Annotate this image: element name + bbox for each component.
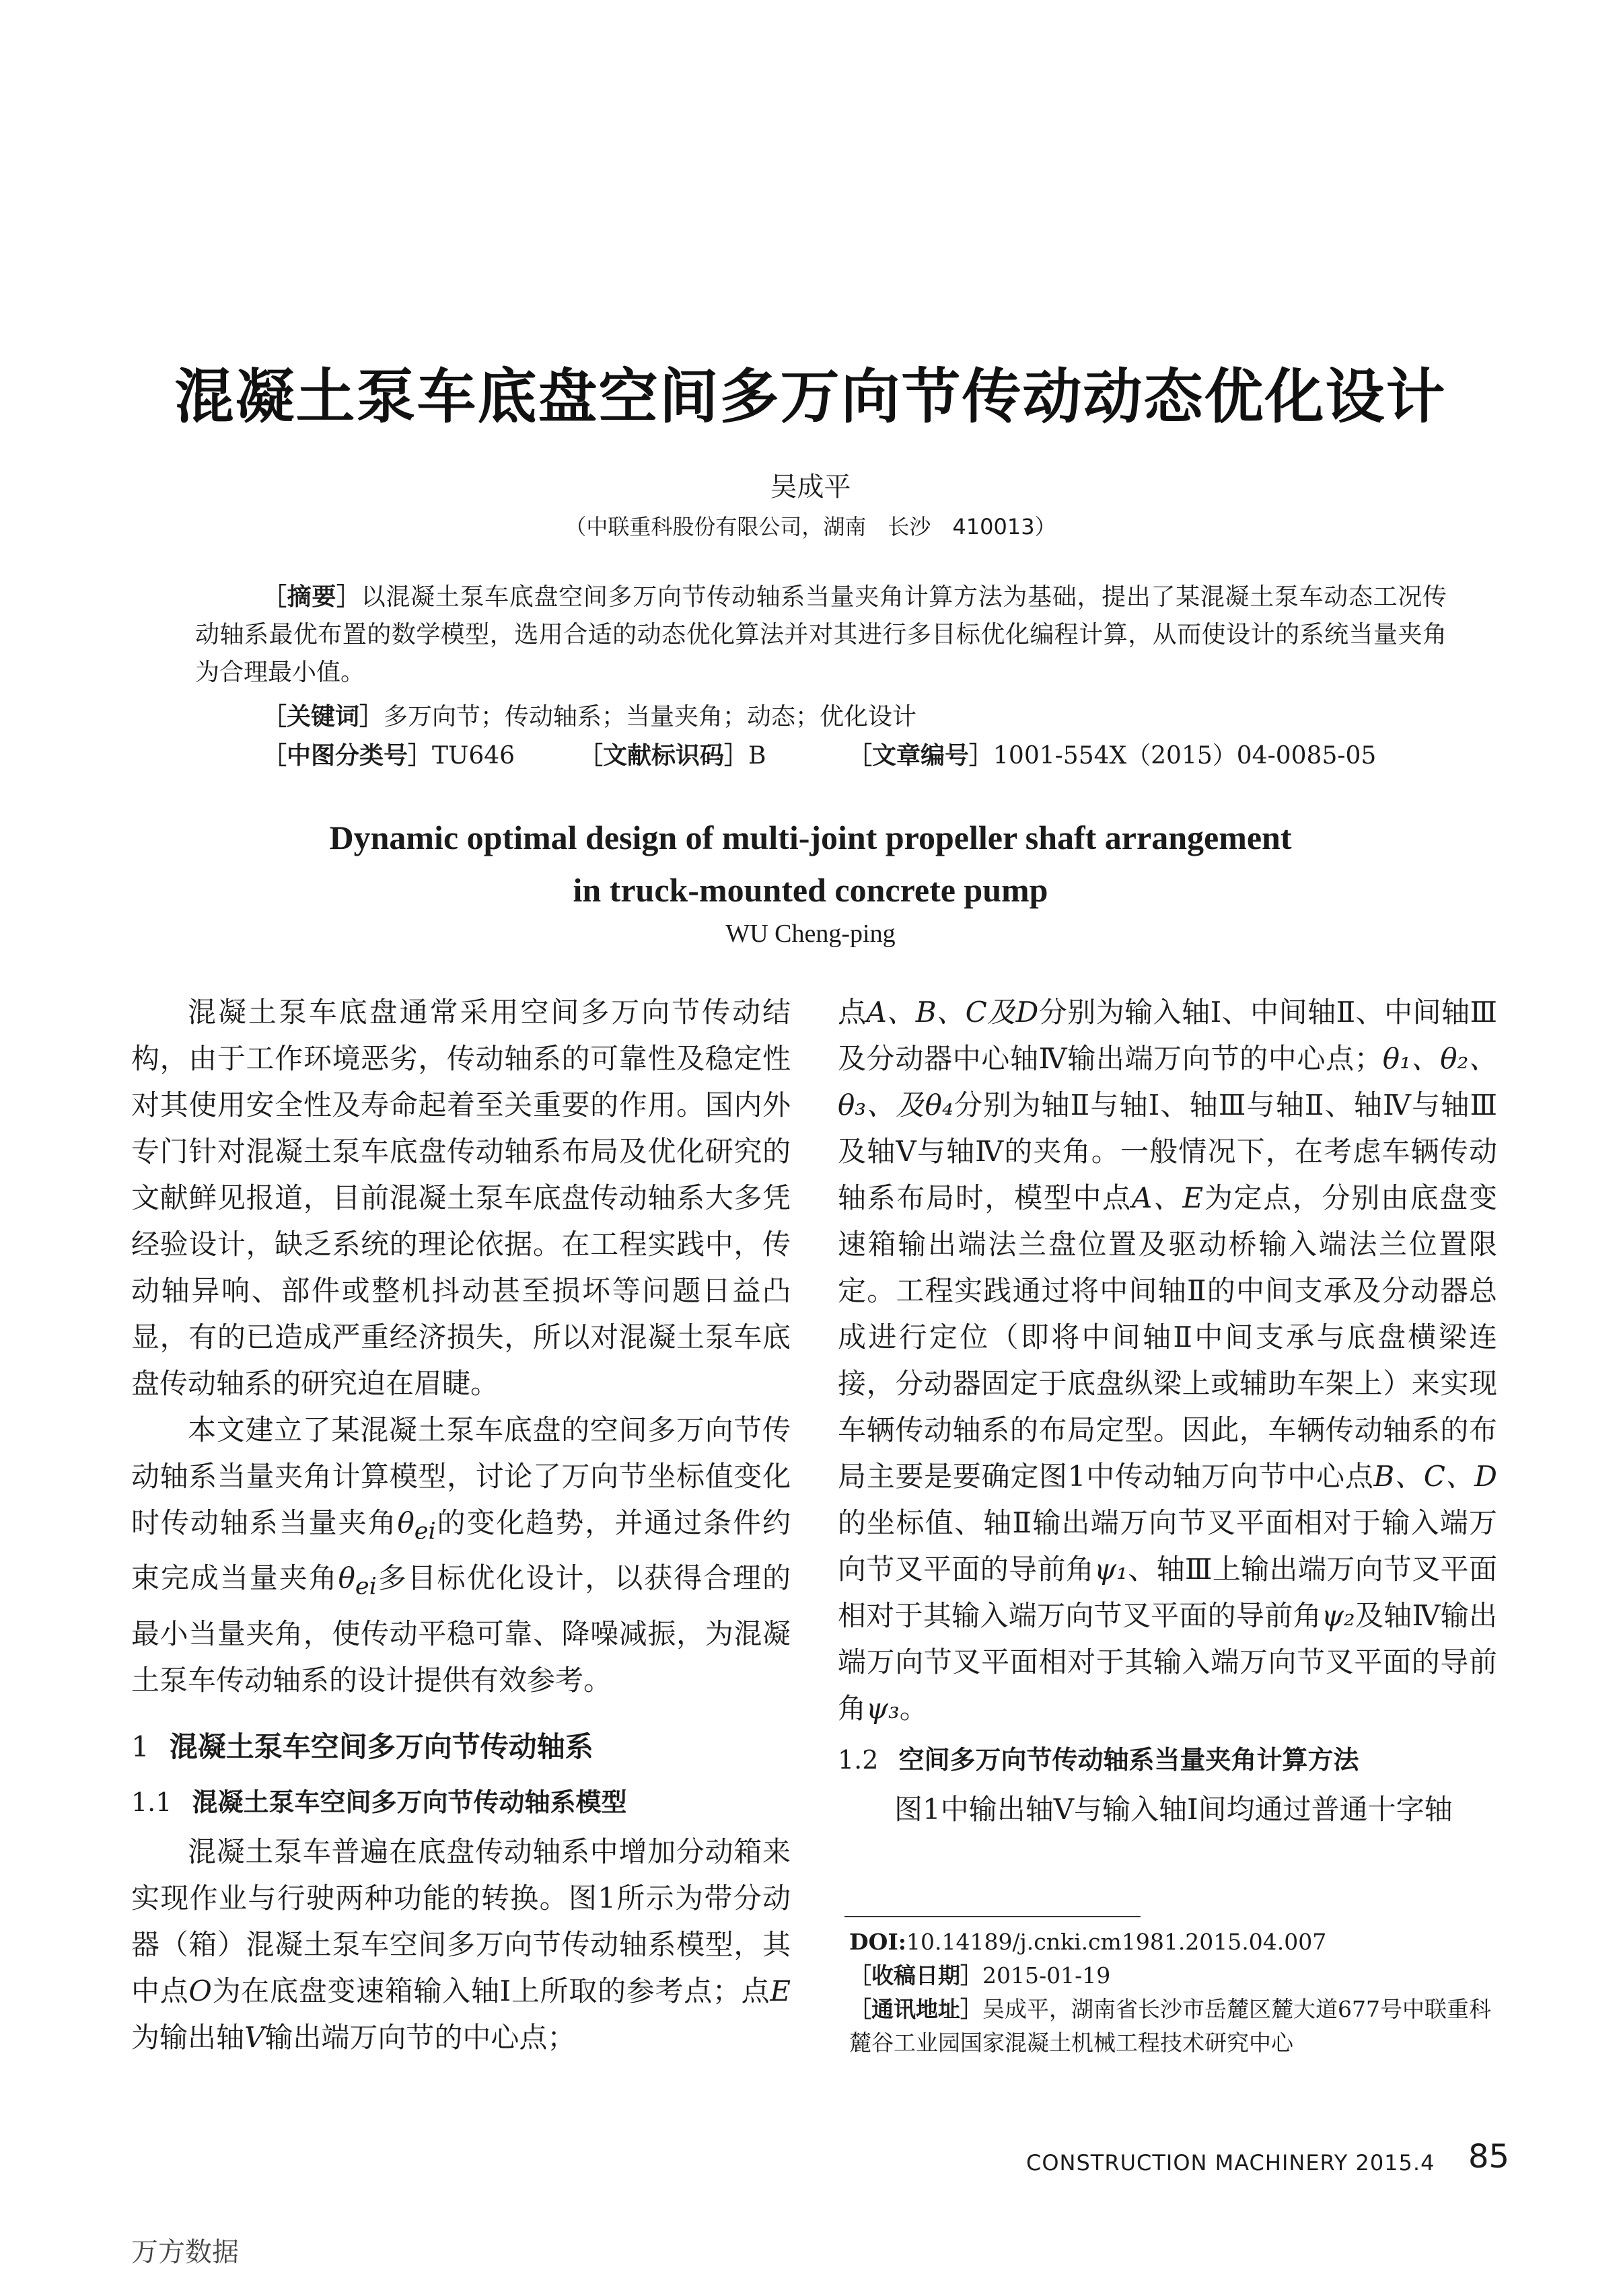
doc-label: ［文献标识码］ [579,742,749,770]
keywords-label: ［关键词］ [262,703,384,731]
theta-symbol: θ [397,1506,415,1539]
doc-value: B [748,742,766,770]
doi-line: DOI:10.14189/j.cnki.cm1981.2015.04.007 [849,1929,1327,1955]
english-author: WU Cheng-ping [725,920,896,948]
body-column-right [838,989,1497,1832]
theta-symbol: θ [338,1561,355,1595]
clc-label: ［中图分类号］ [262,742,433,770]
section-heading-1: 1 混凝土泵车空间多万向节传动轴系 [131,1730,593,1763]
paragraph-intro: 混凝土泵车底盘通常采用空间多万向节传动结构，由于工作环境恶劣，传动轴系的可靠性及稳定性对其使用安全性及寿命起着至关重要的作用。国内外专门针对混凝土泵车底盘传动轴系布局及优化研究的文献鲜见报道，目前混凝土泵车底盘传动轴系大多凭经验设计，缺乏系统的理论依据。在工程实践中，传动轴异响、部件或整机抖动甚至损坏等问题日益凸显，有的已造成严重经济损失，所以对混凝土泵车底盘传动轴系的研究迫在眉睫。 [131,996,791,1400]
article-value: 1001-554X（2015）04-0085-05 [993,742,1377,770]
keywords [262,698,916,736]
abstract-text: 以混凝土泵车底盘空间多万向节传动轴系当量夹角计算方法为基础，提出了某混凝土泵车动态工况传动轴系最优布置的数学模型，选用合适的动态优化算法并对其进行多目标优化编程计算，从而使设计的系统当量夹角为合理最小值。 [195,583,1447,686]
author-affiliation: （中联重科股份有限公司，湖南 长沙 410013） [565,514,1056,540]
paragraph-model: 混凝土泵车普遍在底盘传动轴系中增加分动箱来实现作业与行驶两种功能的转换。图1所示为带分动器（箱）混凝土泵车空间多万向节传动轴系模型，其中点O为在底盘变速箱输入轴I上所取的参考点；点E为输出轴V输出端万向节的中心点； [131,1835,791,2054]
address-line: ［通讯地址］吴成平，湖南省长沙市岳麓区麓大道677号中联重科麓谷工业园国家混凝土机械工程技术研究中心 [849,1996,1491,2056]
article-number [848,737,1376,775]
footnote-divider [844,1916,1141,1917]
footnotes [849,1925,1509,2060]
classification-line [262,737,1474,775]
english-title [0,811,1621,916]
page-number: 85 [1468,2138,1510,2176]
abstract [195,579,1447,692]
abstract-label: ［摘要］ [262,583,361,611]
english-title-line-2: in truck-mounted concrete pump [573,871,1048,909]
watermark-text: 万方数据 [131,2237,239,2268]
paragraph-contribution: 本文建立了某混凝土泵车底盘的空间多万向节传动轴系当量夹角计算模型，讨论了万向节坐标值变化时传动轴系当量夹角$\theta_{ei}$的变化趋势，并通过条件约束完成当量夹角$\theta_{ei}$多目标优化设计，以获得合理的最小当量夹角，使传动平稳可靠、降噪减振，为混凝土泵车传动轴系的设计提供有效参考。 [131,1413,791,1697]
paragraph-model-continued: 点A、B、C及D分别为输入轴Ⅰ、中间轴Ⅱ、中间轴Ⅲ及分动器中心轴Ⅳ输出端万向节的中心点；θ₁、θ₂、θ₃、及θ₄分别为轴Ⅱ与轴Ⅰ、轴Ⅲ与轴Ⅱ、轴Ⅳ与轴Ⅲ及轴Ⅴ与轴Ⅳ的夹角。一般情况下，在考虑车辆传动轴系布局时，模型中点A、E为定点，分别由底盘变速箱输出端法兰盘位置及驱动桥输入端法兰位置限定。工程实践通过将中间轴Ⅱ的中间支承及分动器总成进行定位（即将中间轴Ⅱ中间支承与底盘横梁连接，分动器固定于底盘纵梁上或辅助车架上）来实现车辆传动轴系的布局定型。因此，车辆传动轴系的布局主要是要确定图1中传动轴万向节中心点B、C、D的坐标值、轴Ⅱ输出端万向节叉平面相对于输入端万向节叉平面的导前角ψ₁、轴Ⅲ上输出端万向节叉平面相对于其输入端万向节叉平面的导前角ψ₂及轴Ⅳ输出端万向节叉平面相对于其输入端万向节叉平面的导前角ψ₃。 [838,996,1497,1725]
journal-footer: CONSTRUCTION MACHINERY 2015.4 [1026,2150,1435,2176]
english-title-line-1: Dynamic optimal design of multi-joint propeller shaft arrangement [329,819,1292,856]
page-title: 混凝土泵车底盘空间多万向节传动动态优化设计 [174,362,1447,431]
keywords-text: 多万向节；传动轴系；当量夹角；动态；优化设计 [384,703,917,731]
received-date-line: ［收稿日期］2015-01-19 [849,1962,1111,1989]
author-name: 吴成平 [770,472,851,503]
body-column-left [131,989,791,2061]
doc-code [579,737,848,775]
clc-code [262,737,579,775]
section-heading-1-2: 1.2 空间多万向节传动轴系当量夹角计算方法 [838,1745,1359,1775]
paragraph-method: 图1中输出轴V与输入轴I间均通过普通十字轴 [894,1793,1453,1826]
clc-value: TU646 [432,742,515,770]
section-heading-1-1: 1.1 混凝土泵车空间多万向节传动轴系模型 [131,1787,627,1817]
article-label: ［文章编号］ [848,742,994,770]
